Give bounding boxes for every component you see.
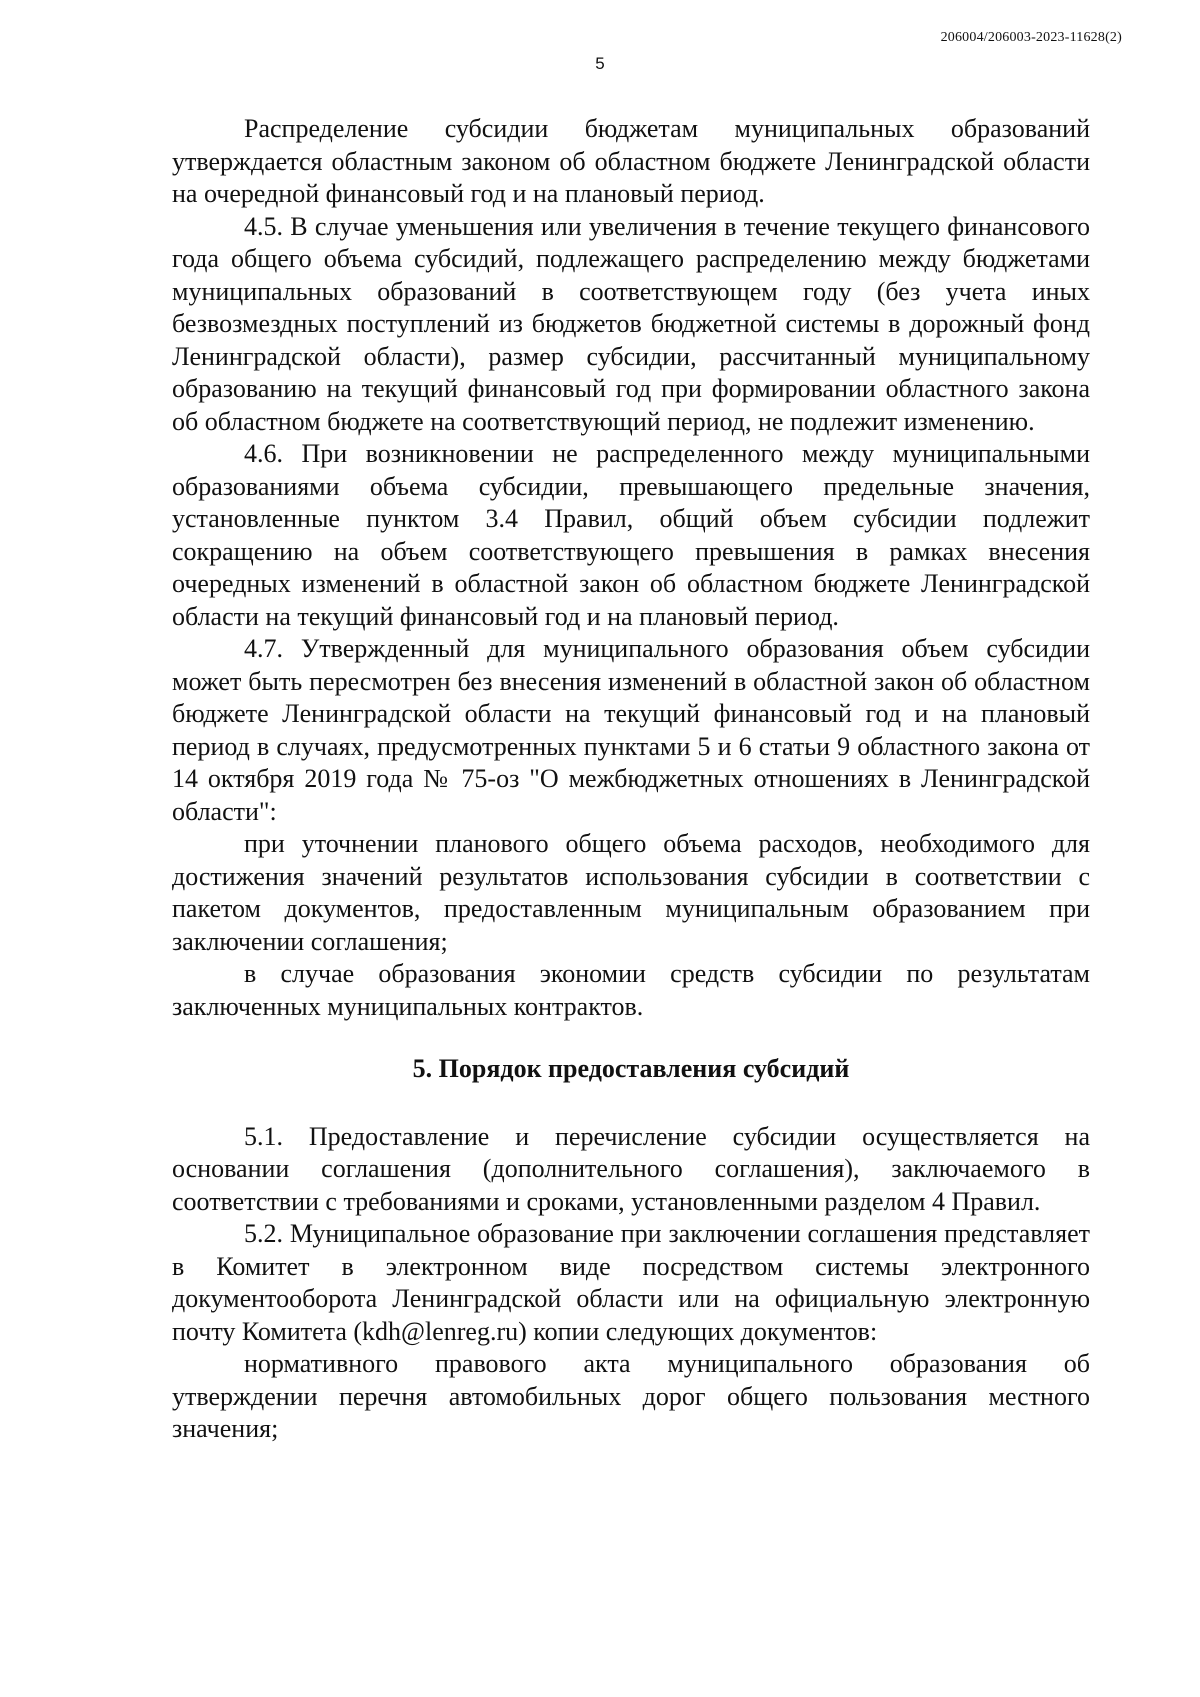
paragraph-5-1: 5.1. Предоставление и перечисление субсидии осуществляется на основании соглашения (дополнительного соглашения), заключаемого в соответствии с требованиями и сроками, установленными разделом 4 Правил. — [172, 1121, 1090, 1216]
paragraph-5-2: 5.2. Муниципальное образование при заключении соглашения представляет в Комитет в электронном виде посредством системы электронного документооборота Ленинградской области или на официальную электронную почту Комитета (kdh@lenreg.ru) копии следующих документов: — [172, 1219, 1090, 1346]
document-body — [172, 113, 1090, 1446]
paragraph-normative-act: нормативного правового акта муниципального образования об утверждении перечня автомобильных дорог общего пользования местного значения; — [172, 1349, 1090, 1443]
paragraph-4-5: 4.5. В случае уменьшения или увеличения в течение текущего финансового года общего объема субсидий, подлежащего распределению между бюджетами муниципальных образований в соответствующем году (без учета иных безвозмездных поступлений из бюджетов бюджетной системы в дорожный фонд Ленинградской области), размер субсидии, рассчитанный муниципальному образованию на текущий финансовый год при формировании областного закона об областном бюджете на соответствующий период, не подлежит изменению. — [172, 211, 1090, 436]
document-id: 206004/206003-2023-11628(2) — [940, 30, 1122, 45]
paragraph-savings: в случае образования экономии средств субсидии по результатам заключенных муниципальных контрактов. — [172, 959, 1090, 1021]
page-number: 5 — [595, 54, 605, 73]
paragraph-clarification: при уточнении планового общего объема расходов, необходимого для достижения значений результатов использования субсидии в соответствии с пакетом документов, предоставленным муниципальным образованием при заключении соглашения; — [172, 829, 1090, 956]
paragraph-distribution: Распределение субсидии бюджетам муниципальных образований утверждается областным законом об областном бюджете Ленинградской области на очередной финансовый год и на плановый период. — [172, 114, 1090, 208]
paragraph-4-7: 4.7. Утвержденный для муниципального образования объем субсидии может быть пересмотрен без внесения изменений в областной закон об областном бюджете Ленинградской области на текущий финансовый год и на плановый период в случаях, предусмотренных пунктами 5 и 6 статьи 9 областного закона от 14 октября 2019 года № 75-оз "О межбюджетных отношениях в Ленинградской области": — [172, 634, 1090, 826]
paragraph-4-6: 4.6. При возникновении не распределенного между муниципальными образованиями объема субсидии, превышающего предельные значения, установленные пунктом 3.4 Правил, общий объем субсидии подлежит сокращению на объем соответствующего превышения в рамках внесения очередных изменений в областной закон об областном бюджете Ленинградской области на текущий финансовый год и на плановый период. — [172, 439, 1090, 631]
section-title: 5. Порядок предоставления субсидий — [412, 1054, 850, 1083]
